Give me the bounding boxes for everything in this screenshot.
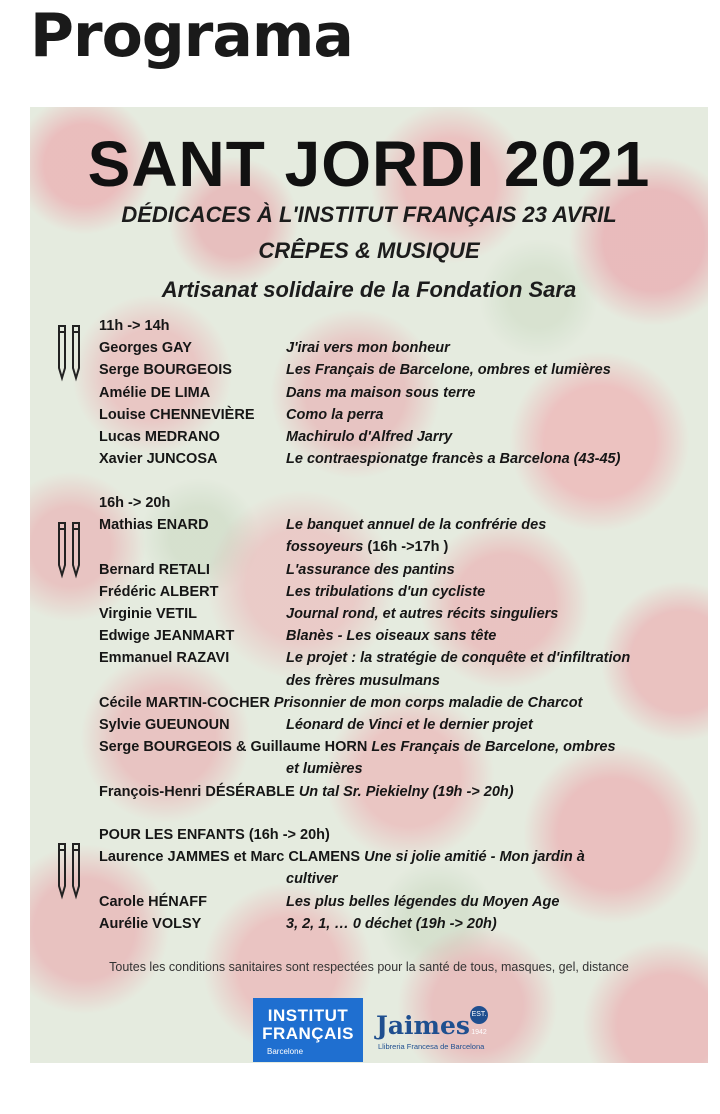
- author-name: François-Henri DÉSÉRABLE: [99, 783, 295, 800]
- logo-text: Jaimes: [376, 1011, 470, 1040]
- page-title: Programa: [30, 1, 353, 71]
- author-name: Virginie VETIL: [99, 606, 198, 623]
- book-title: fossoyeurs: [286, 539, 364, 556]
- author-name: Georges GAY: [99, 340, 192, 357]
- list-item: [99, 514, 699, 536]
- list-item: [99, 913, 699, 935]
- author-name: Lucas MEDRANO: [99, 429, 220, 446]
- book-title: Blanès - Les oiseaux sans tête: [286, 628, 497, 645]
- author-name: Carole HÉNAFF: [99, 893, 207, 910]
- book-title: Prisonnier de mon corps maladie de Charcot: [269, 694, 583, 711]
- list-item-continuation: [99, 758, 699, 780]
- book-title: Un tal Sr. Piekielny (19h -> 20h): [294, 783, 514, 800]
- time-slot: (16h ->17h ): [363, 539, 449, 556]
- pencils-icon: [52, 519, 86, 579]
- author-name: Xavier JUNCOSA: [99, 451, 218, 468]
- institut-francais-logo: [253, 998, 363, 1062]
- book-title: cultiver: [286, 871, 338, 888]
- pencils-icon: [52, 840, 86, 900]
- list-item: [99, 426, 699, 448]
- book-title: Dans ma maison sous terre: [286, 384, 476, 401]
- list-item: [99, 448, 699, 470]
- list-item: [99, 736, 699, 758]
- book-title: Como la perra: [286, 406, 384, 423]
- author-name: Frédéric ALBERT: [99, 583, 219, 600]
- author-name: Amélie DE LIMA: [99, 384, 211, 401]
- book-title: Le projet : la stratégie de conquête et d'infiltration: [286, 650, 631, 667]
- logo-badge: EST. 1942: [470, 1006, 488, 1024]
- book-title: Les Français de Barcelone, ombres: [367, 739, 616, 756]
- jaimes-logo: [376, 1009, 486, 1057]
- list-item: [99, 891, 699, 913]
- author-name: Cécile MARTIN-COCHER: [99, 694, 270, 711]
- list-item: [99, 714, 699, 736]
- author-name: Mathias ENARD: [99, 517, 209, 534]
- author-name: Louise CHENNEVIÈRE: [99, 406, 255, 423]
- book-title: J'irai vers mon bonheur: [286, 340, 450, 357]
- book-title: Une si jolie amitié - Mon jardin à: [360, 849, 585, 866]
- kids-section: [99, 824, 699, 935]
- author-name: Bernard RETALI: [99, 561, 210, 578]
- book-title: Journal rond, et autres récits singuliers: [286, 606, 559, 623]
- book-title: Les Français de Barcelone, ombres et lumières: [286, 362, 611, 379]
- logo-city: Barcelone: [267, 1047, 304, 1056]
- event-poster: [30, 107, 708, 1063]
- pencils-icon: [52, 322, 86, 382]
- logo-text: INSTITUT: [267, 1006, 349, 1025]
- logo-text: FRANÇAIS: [262, 1024, 354, 1043]
- author-name: Serge BOURGEOIS & Guillaume HORN: [99, 739, 368, 756]
- list-item: [99, 846, 699, 868]
- book-title: Le contraespionatge francès a Barcelona (43-45): [286, 451, 621, 468]
- morning-section: [99, 315, 699, 470]
- list-item: [99, 581, 699, 603]
- sanitary-note: Toutes les conditions sanitaires sont respectées pour la santé de tous, masques, gel, distance: [109, 960, 629, 974]
- author-name: Aurélie VOLSY: [99, 915, 202, 932]
- book-title: Les plus belles légendes du Moyen Age: [286, 893, 560, 910]
- list-item: [99, 337, 699, 359]
- section-time: 16h -> 20h: [99, 495, 171, 511]
- afternoon-section: [99, 492, 699, 803]
- poster-subtitle-dedicaces: DÉDICACES À L'INSTITUT FRANÇAIS 23 AVRIL: [121, 202, 617, 227]
- list-item: [99, 625, 699, 647]
- list-item-continuation: [99, 868, 699, 890]
- book-title: Léonard de Vinci et le dernier projet: [286, 717, 533, 734]
- book-title: des frères musulmans: [286, 672, 440, 689]
- list-item: [99, 692, 699, 714]
- section-heading: POUR LES ENFANTS (16h -> 20h): [99, 827, 330, 843]
- list-item: [99, 647, 699, 669]
- list-item: [99, 359, 699, 381]
- author-name: Emmanuel RAZAVI: [99, 650, 230, 667]
- book-title: 3, 2, 1, … 0 déchet (19h -> 20h): [286, 915, 497, 932]
- book-title: Le banquet annuel de la confrérie des: [286, 517, 547, 534]
- author-name: Edwige JEANMART: [99, 628, 235, 645]
- list-item: [99, 559, 699, 581]
- book-title: Machirulo d'Alfred Jarry: [286, 429, 453, 446]
- poster-subtitle-crepes: CRÊPES & MUSIQUE: [258, 238, 480, 263]
- list-item: [99, 404, 699, 426]
- author-name: Serge BOURGEOIS: [99, 362, 232, 379]
- book-title: et lumières: [286, 761, 363, 778]
- list-item: [99, 781, 699, 803]
- logo-tagline: Llibreria Francesa de Barcelona: [378, 1042, 485, 1051]
- book-title: L'assurance des pantins: [286, 561, 455, 578]
- book-title: Les tribulations d'un cycliste: [286, 583, 486, 600]
- list-item: [99, 382, 699, 404]
- list-item: [99, 603, 699, 625]
- poster-title: SANT JORDI 2021: [87, 128, 651, 200]
- author-name: Sylvie GUEUNOUN: [99, 717, 230, 734]
- poster-subtitle-artisanat: Artisanat solidaire de la Fondation Sara: [161, 277, 577, 302]
- list-item-continuation: [99, 536, 699, 558]
- section-time: 11h -> 14h: [99, 318, 170, 334]
- author-name: Laurence JAMMES et Marc CLAMENS: [99, 849, 361, 866]
- list-item-continuation: [99, 670, 699, 692]
